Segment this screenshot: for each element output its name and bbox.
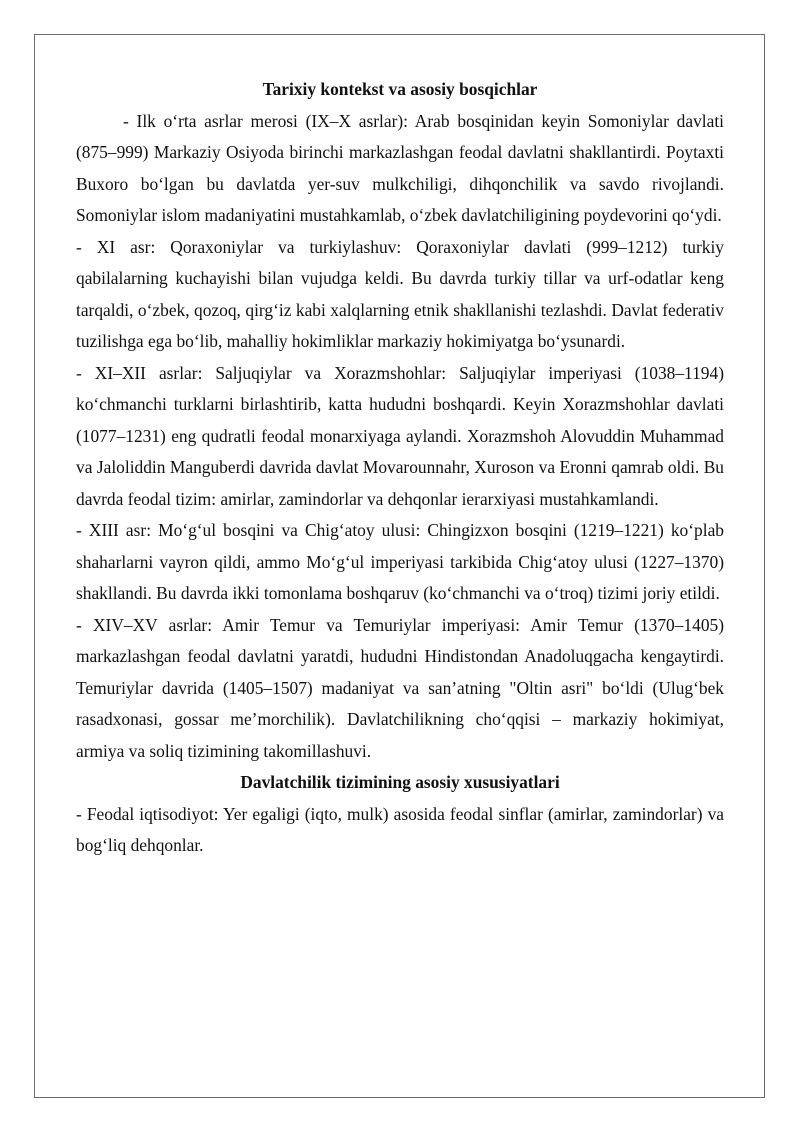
paragraph-feudal-economy: - Feodal iqtisodiyot: Yer egaligi (iqto, mulk) asosida feodal sinflar (amirlar, zamindorlar) va bogʻliq dehqonlar. bbox=[76, 803, 724, 855]
section-heading-historical-context: Tarixiy kontekst va asosiy bosqichlar bbox=[262, 79, 538, 99]
section-heading-statehood-features: Davlatchilik tizimining asosiy xususiyatlari bbox=[240, 772, 560, 792]
paragraph-xiv-xv-centuries: - XIV–XV asrlar: Amir Temur va Temuriylar imperiyasi: Amir Temur (1370–1405) markazlashgan feodal davlatni yaratdi, hududni Hindistondan Anadoluqgacha kengaytirdi. Temuriylar davrida (1405–1507) madaniyat va san’atning "Oltin asri" boʻldi (Ulugʻbek rasadxonasi, gossar me’morchilik). Davlatchilikning choʻqqisi – markaziy hokimiyat, armiya va soliq tizimining takomillashuvi. bbox=[76, 614, 724, 761]
document-body bbox=[76, 74, 724, 862]
paragraph-xiii-century: - XIII asr: Moʻgʻul bosqini va Chigʻatoy ulusi: Chingizxon bosqini (1219–1221) koʻplab shaharlarni vayron qildi, ammo Moʻgʻul imperiyasi tarkibida Chigʻatoy ulusi (1227–1370) shakllandi. Bu davrda ikki tomonlama boshqaruv (koʻchmanchi va oʻtroq) tizimi joriy etildi. bbox=[76, 520, 724, 603]
paragraph-early-middle-ages: - Ilk oʻrta asrlar merosi (IX–X asrlar): Arab bosqinidan keyin Somoniylar davlati (875–999) Markaziy Osiyoda birinchi markazlashgan feodal davlatni shakllantirdi. Poytaxti Buxoro boʻlgan bu davlatda yer-suv mulkchiligi, dihqonchilik va savdo rivojlandi. Somoniylar islom madaniyatini mustahkamlab, oʻzbek davlatchiligining poydevorini qoʻydi. bbox=[76, 110, 724, 225]
paragraph-xi-century: - XI asr: Qoraxoniylar va turkiylashuv: Qoraxoniylar davlati (999–1212) turkiy qabilalarning kuchayishi bilan vujudga keldi. Bu davrda turkiy tillar va urf-odatlar keng tarqaldi, oʻzbek, qozoq, qirgʻiz kabi xalqlarning etnik shakllanishi tezlashdi. Davlat federativ tuzilishga ega boʻlib, mahalliy hokimliklar markaziy hokimiyatga boʻysunardi. bbox=[76, 236, 724, 351]
paragraph-xi-xii-centuries: - XI–XII asrlar: Saljuqiylar va Xorazmshohlar: Saljuqiylar imperiyasi (1038–1194) koʻchmanchi turklarni birlashtirib, katta hududni boshqardi. Keyin Xorazmshohlar davlati (1077–1231) eng qudratli feodal monarxiyaga aylandi. Xorazmshoh Alovuddin Muhammad va Jaloliddin Manguberdi davrida davlat Movarounnahr, Xuroson va Eronni qamrab oldi. Bu davrda feodal tizim: amirlar, zamindorlar va dehqonlar ierarxiyasi mustahkamlandi. bbox=[76, 362, 724, 509]
